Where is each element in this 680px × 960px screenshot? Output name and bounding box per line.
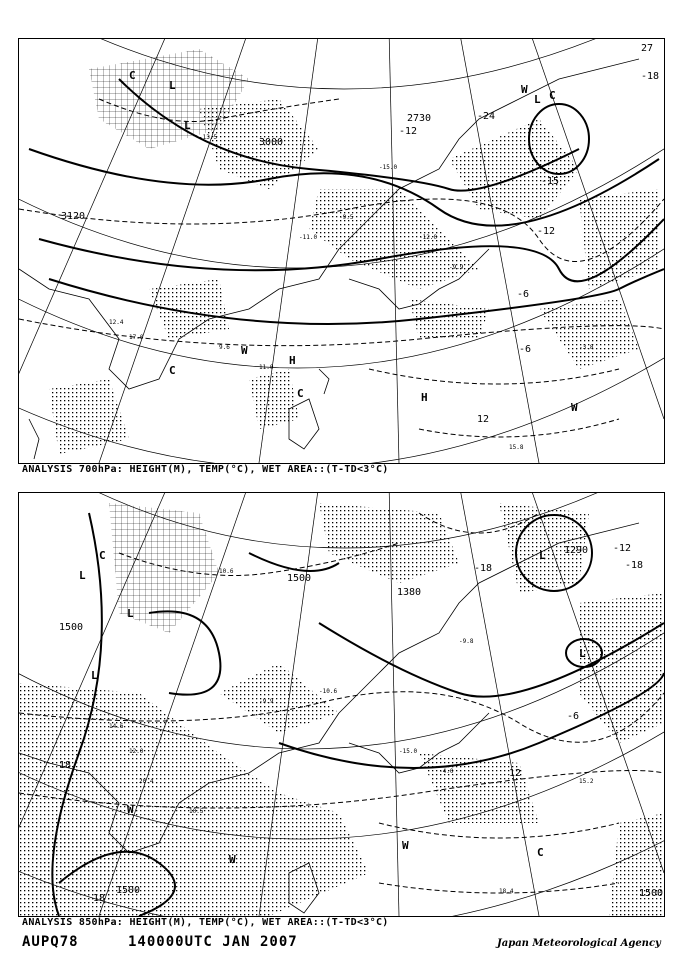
- temperature-label: -12: [537, 226, 556, 237]
- agency-credit: Japan Meteorological Agency: [497, 938, 661, 949]
- warm-center-marker: W: [229, 853, 236, 866]
- cold-center-marker: C: [169, 364, 176, 377]
- low-center-marker: L: [91, 669, 98, 682]
- warm-center-marker: W: [571, 401, 578, 414]
- svg-text:17.0: 17.0: [129, 334, 144, 341]
- cold-center-marker: C: [129, 69, 136, 82]
- height-label: 3120: [61, 211, 86, 222]
- panel-caption-850hpa: ANALYSIS 850hPa: HEIGHT(M), TEMP(°C), WET AREA::(T-TD<3°C): [22, 917, 389, 928]
- temperature-label: -18: [625, 560, 644, 571]
- wet-area: [49, 49, 659, 454]
- wet-area: [19, 503, 664, 916]
- cold-center-marker: C: [537, 846, 544, 859]
- height-label: 27: [641, 43, 654, 54]
- low-center-marker: L: [579, 647, 586, 660]
- svg-text:-4.0: -4.0: [439, 768, 454, 775]
- svg-text:-12.0: -12.0: [419, 234, 438, 241]
- temperature-label: -6: [519, 344, 532, 355]
- temperature-label: 12: [509, 768, 522, 779]
- high-center-marker: H: [289, 354, 296, 367]
- height-label: 1290: [564, 545, 589, 556]
- svg-text:12.4: 12.4: [109, 319, 124, 326]
- svg-text:-13.5: -13.5: [199, 134, 218, 141]
- panel-caption-700hpa: ANALYSIS 700hPa: HEIGHT(M), TEMP(°C), WET AREA::(T-TD<3°C): [22, 464, 389, 475]
- temperature-label: -24: [477, 111, 496, 122]
- svg-text:-3.8: -3.8: [579, 344, 594, 351]
- svg-text:-10.6: -10.6: [319, 688, 338, 695]
- svg-text:11.0: 11.0: [259, 364, 274, 371]
- svg-text:-15.0: -15.0: [379, 164, 398, 171]
- temperature-label: 18: [93, 893, 106, 904]
- warm-center-marker: W: [521, 83, 528, 96]
- svg-text:15.8: 15.8: [509, 444, 524, 451]
- svg-text:-9.5: -9.5: [339, 214, 354, 221]
- temperature-label: -6: [567, 711, 580, 722]
- height-label: 3000: [259, 137, 284, 148]
- svg-text:10.6: 10.6: [219, 568, 234, 575]
- height-label: 1500: [116, 885, 141, 896]
- map-panel-700hpa: [18, 38, 665, 464]
- temperature-label: -12: [613, 543, 632, 554]
- temperature-label: -6: [517, 289, 530, 300]
- height-label: 1380: [397, 587, 422, 598]
- height-label: 1500: [59, 622, 84, 633]
- svg-text:-11.0: -11.0: [299, 234, 318, 241]
- low-center-marker: L: [184, 119, 191, 132]
- svg-text:-9.8: -9.8: [459, 638, 474, 645]
- temperature-label: -18: [474, 563, 493, 574]
- low-center-marker: L: [79, 569, 86, 582]
- svg-text:15.2: 15.2: [579, 778, 594, 785]
- svg-text:20.4: 20.4: [139, 778, 154, 785]
- chart-id: AUPQ78: [22, 934, 79, 950]
- svg-text:-9.9: -9.9: [259, 698, 274, 705]
- temperature-contours: [19, 99, 664, 437]
- temperature-label: -18: [641, 71, 660, 82]
- low-center-marker: L: [127, 607, 134, 620]
- map-850hpa-svg: [19, 493, 664, 916]
- height-label: 2730: [407, 113, 432, 124]
- cold-center-marker: C: [297, 387, 304, 400]
- height-label: 1500: [639, 888, 664, 899]
- high-center-marker: H: [421, 391, 428, 404]
- valid-time: 140000UTC JAN 2007: [128, 934, 298, 950]
- svg-text:10.5: 10.5: [189, 808, 204, 815]
- low-center-marker: L: [534, 93, 541, 106]
- svg-text:9.6: 9.6: [219, 344, 230, 351]
- temperature-label: -15: [541, 176, 560, 187]
- svg-text:-9.9: -9.9: [449, 264, 464, 271]
- warm-center-marker: W: [402, 839, 409, 852]
- svg-text:14.6: 14.6: [109, 723, 124, 730]
- map-700hpa-svg: [19, 39, 664, 463]
- map-panel-850hpa: [18, 492, 665, 917]
- low-center-marker: L: [169, 79, 176, 92]
- svg-text:18.4: 18.4: [499, 888, 514, 895]
- cold-center-marker: C: [99, 549, 106, 562]
- svg-text:12.0: 12.0: [129, 748, 144, 755]
- warm-center-marker: W: [241, 344, 248, 357]
- height-label: 1500: [287, 573, 312, 584]
- svg-text:-15.0: -15.0: [399, 748, 418, 755]
- temperature-label: 18: [59, 760, 72, 771]
- temperature-label: -12: [399, 126, 418, 137]
- temperature-label: 12: [477, 414, 490, 425]
- low-center-marker: L: [539, 549, 546, 562]
- warm-center-marker: W: [127, 803, 134, 816]
- cold-center-marker: C: [549, 89, 556, 102]
